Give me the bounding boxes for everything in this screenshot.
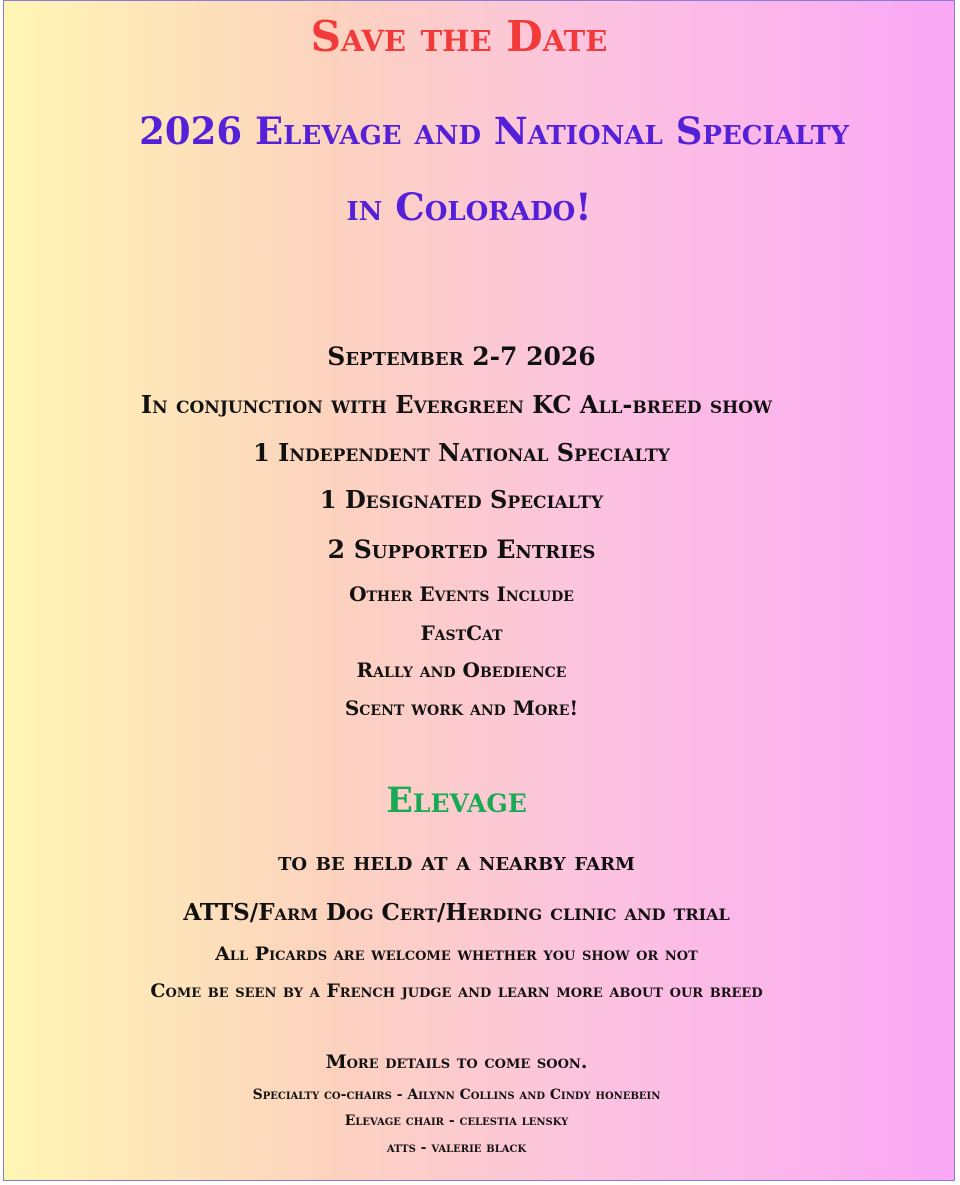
event-dates: September 2-7 2026 (327, 342, 596, 371)
other-event-item: Rally and Obedience (356, 658, 567, 682)
elevage-location: to be held at a nearby farm (278, 847, 635, 876)
more-details: More details to come soon. (325, 1051, 588, 1073)
supported-entries: 2 Supported Entries (327, 535, 596, 564)
elevage-welcome: All Picards are welcome whether you show or not (215, 943, 698, 965)
elevage-title: Elevage (386, 780, 527, 821)
independent-specialty: 1 Independent National Specialty (253, 438, 670, 467)
save-the-date-title: Save the Date (310, 12, 608, 61)
event-headline-line-1: 2026 Elevage and National Specialty (139, 109, 849, 153)
elevage-activities: ATTS/Farm Dog Cert/Herding clinic and trial (183, 899, 730, 926)
event-headline-line-2: in Colorado! (346, 185, 592, 229)
contact-line: Specialty co-chairs - Ailynn Collins and Cindy honebein (252, 1087, 661, 1103)
elevage-judge: Come be seen by a French judge and learn more about our breed (150, 980, 763, 1002)
other-event-item: FastCat (420, 621, 503, 645)
contact-line: Elevage chair - celestia lensky (344, 1113, 569, 1129)
other-events-heading: Other Events Include (349, 582, 574, 606)
designated-specialty: 1 Designated Specialty (319, 485, 604, 514)
contact-line: atts - valerie black (386, 1140, 527, 1156)
save-the-date-flyer (3, 0, 955, 1181)
conjunction-show: In conjunction with Evergreen KC All-breed show (140, 390, 773, 419)
other-event-item: Scent work and More! (344, 696, 579, 720)
